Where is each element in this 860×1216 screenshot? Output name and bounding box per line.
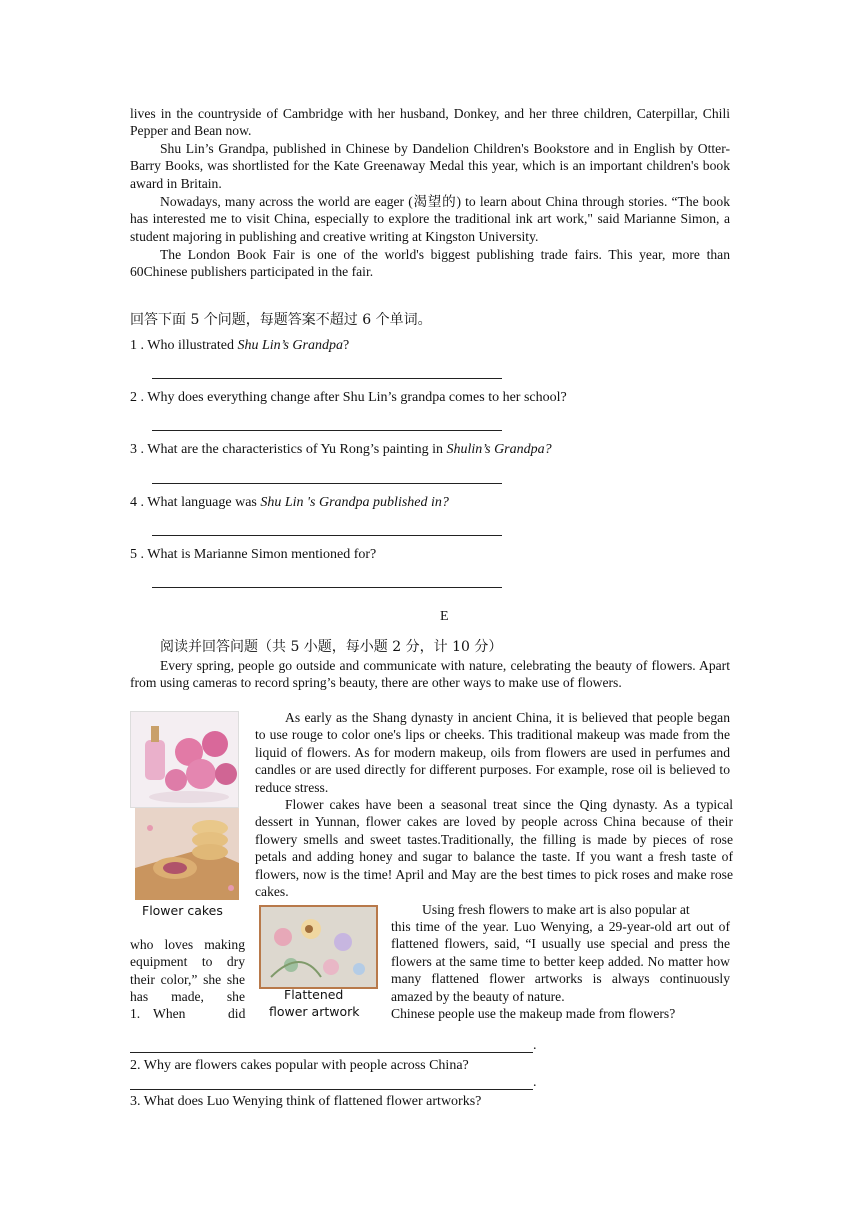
passage-paragraph: Nowadays, many across the world are eager (渴望的) to learn about China through stories. “The book has interested me to visit China, especially to explore the traditional ink art work," said Marianne Simon, a student majoring in publishing and creative writing at Kingston University.	[130, 194, 730, 244]
question-5: 5 . What is Marianne Simon mentioned for?	[130, 547, 377, 562]
question-1-word-did: did	[228, 1006, 246, 1021]
question-e3: 3. What does Luo Wenying think of flattened flower artworks?	[130, 1094, 482, 1109]
answer-line-5[interactable]	[152, 587, 502, 588]
section-instruction: 阅读并回答问题（共 5 小题，每小题 2 分，计 10 分）	[160, 639, 503, 655]
passage-paragraph: lives in the countryside of Cambridge with her husband, Donkey, and her three children, Caterpillar, Chili Pepper and Bean now.	[130, 106, 730, 139]
flattened-flower-artwork-image	[259, 905, 378, 989]
art-paragraph-left-column: who loves making equipment to dry their color,” she she has made, she	[130, 937, 245, 1005]
answer-line-period: .	[533, 1075, 537, 1090]
caption-flattened: Flattened	[284, 987, 344, 1002]
answer-line-e2[interactable]	[130, 1089, 533, 1090]
answer-line-1[interactable]	[152, 378, 502, 379]
question-3: 3 . What are the characteristics of Yu Rong’s painting in Shulin’s Grandpa?	[130, 442, 552, 457]
art-paragraph-right-column: this time of the year. Luo Wenying, a 29-year-old art out of flattened flowers, said, “I usually use special and press the flowers at the same time to better keep added. No matter how many flattened flower artworks is always continuously amazed by the beauty of nature.	[391, 919, 730, 1004]
passage-paragraph: Shu Lin’s Grandpa, published in Chinese by Dandelion Children's Bookstore and in English by Otter-Barry Books, was shortlisted for the Kate Greenaway Medal this year, which is an important children's book award in Britain.	[130, 141, 730, 191]
answer-line-3[interactable]	[152, 483, 502, 484]
question-1: 1 . Who illustrated Shu Lin’s Grandpa?	[130, 338, 350, 353]
question-1-number: 1.	[130, 1006, 141, 1021]
caption-flower-cakes: Flower cakes	[142, 903, 223, 918]
caption-flower-artwork: flower artwork	[269, 1004, 360, 1019]
instruction-text: 回答下面 5 个问题，每题答案不超过 6 个单词。	[130, 312, 432, 328]
makeup-paragraph: As early as the Shang dynasty in ancient China, it is believed that people began to use rouge to color one's lips or cheeks. This traditional makeup was made from the liquid of flowers. As for modern makeup, oils from flowers are used in perfumes and candles or are used directly for different purposes. For example, rose oil is believed to reduce stress.	[255, 710, 730, 795]
question-e2: 2. Why are flowers cakes popular with people across China?	[130, 1058, 469, 1073]
question-4: 4 . What language was Shu Lin 's Grandpa published in?	[130, 495, 449, 510]
intro-paragraph: Every spring, people go outside and communicate with nature, celebrating the beauty of flowers. Apart from using cameras to record spring’s beauty, there are other ways to make use of flowers.	[130, 658, 730, 691]
perfume-roses-image	[130, 711, 239, 808]
passage-paragraph: The London Book Fair is one of the world's biggest publishing trade fairs. This year, more than 60Chinese publishers participated in the fair.	[130, 247, 730, 280]
answer-line-e1[interactable]	[130, 1052, 533, 1053]
art-paragraph-first-line: Using fresh flowers to make art is also popular at	[422, 902, 690, 917]
answer-line-4[interactable]	[152, 535, 502, 536]
question-1-rest: Chinese people use the makeup made from flowers?	[391, 1006, 676, 1021]
question-1-word-when: When	[153, 1006, 186, 1021]
cakes-paragraph: Flower cakes have been a seasonal treat since the Qing dynasty. As a typical dessert in Yunnan, flower cakes are loved by people across China because of their flowery smells and sweet tastes.Traditionally, the filling is made by pieces of rose petals and adding honey and sugar to balance the taste. If you want a fresh taste of flowers, now is the time! April and May are the best times to pick roses and make rose cakes.	[255, 797, 733, 900]
question-2: 2 . Why does everything change after Shu Lin’s grandpa comes to her school?	[130, 390, 567, 405]
answer-line-2[interactable]	[152, 430, 502, 431]
section-letter: E	[440, 609, 449, 624]
answer-line-period: .	[533, 1038, 537, 1053]
flower-cakes-image	[135, 808, 239, 900]
